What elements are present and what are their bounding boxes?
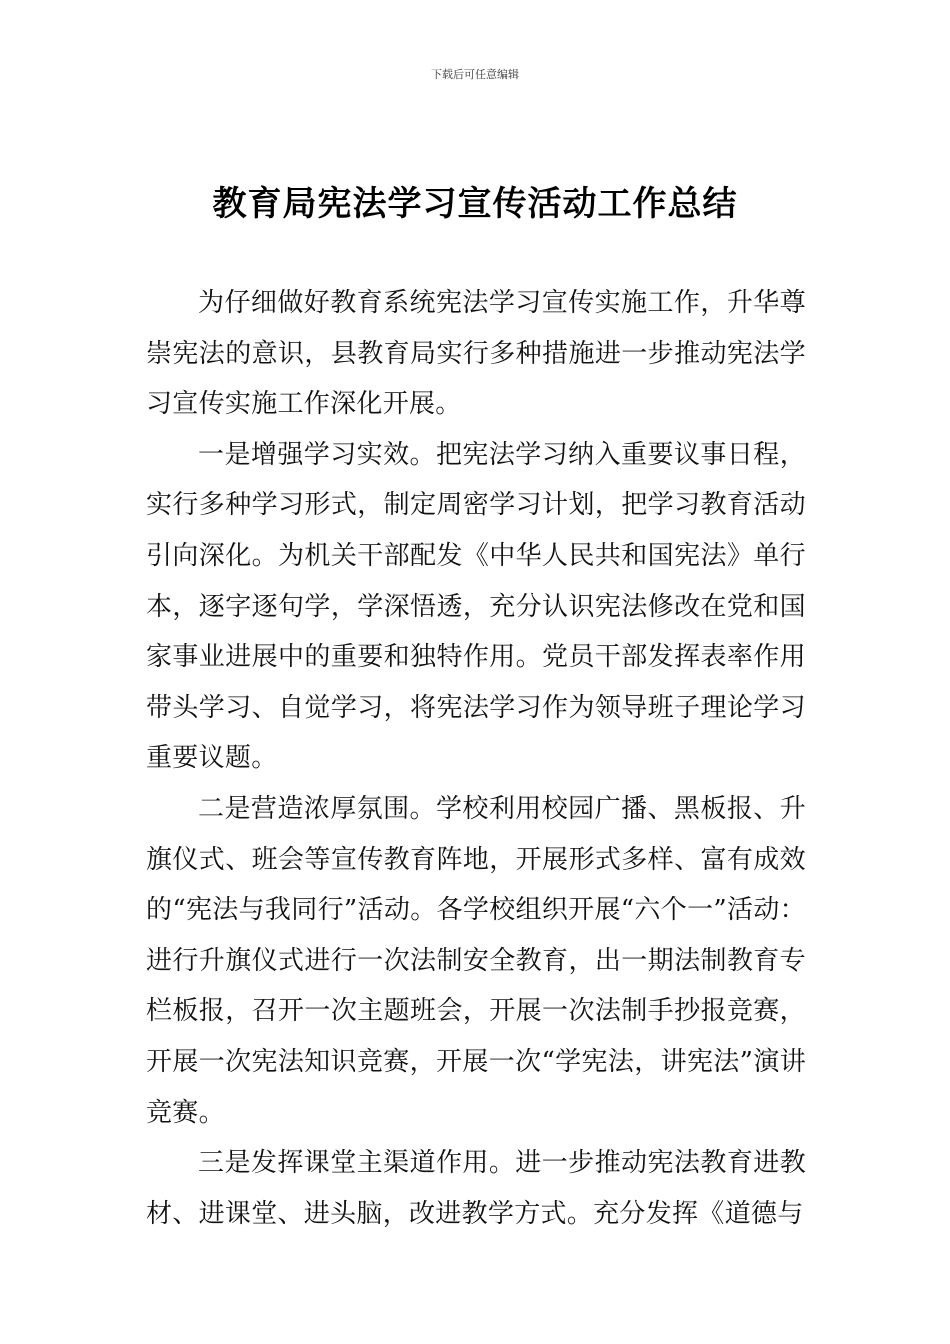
document-body	[146, 278, 806, 1239]
paragraph-study: 一是增强学习实效。把宪法学习纳入重要议事日程，实行多种学习形式，制定周密学习计划，把学习教育活动引向深化。为机关干部配发《中华人民共和国宪法》单行本，逐字逐句学，学深悟透，充分认识宪法修改在党和国家事业进展中的重要和独特作用。党员干部发挥表率作用带头学习、自觉学习，将宪法学习作为领导班子理论学习重要议题。	[146, 439, 806, 774]
document-title: 教育局宪法学习宣传活动工作总结	[212, 184, 738, 224]
paragraph-atmosphere: 二是营造浓厚氛围。学校利用校园广播、黑板报、升旗仪式、班会等宣传教育阵地，开展形式多样、富有成效的“宪法与我同行”活动。各学校组织开展“六个一”活动：进行升旗仪式进行一次法制安全教育，出一期法制教育专栏板报，召开一次主题班会，开展一次法制手抄报竞赛，开展一次宪法知识竞赛，开展一次“学宪法，讲宪法”演讲竞赛。	[146, 793, 806, 1128]
paragraph-classroom: 三是发挥课堂主渠道作用。进一步推动宪法教育进教材、进课堂、进头脑，改进教学方式。充分发挥《道德与	[146, 1148, 806, 1229]
paragraph-intro: 为仔细做好教育系统宪法学习宣传实施工作，升华尊崇宪法的意识，县教育局实行多种措施进一步推动宪法学习宣传实施工作深化开展。	[146, 288, 806, 420]
header-note: 下载后可任意编辑	[431, 68, 519, 81]
